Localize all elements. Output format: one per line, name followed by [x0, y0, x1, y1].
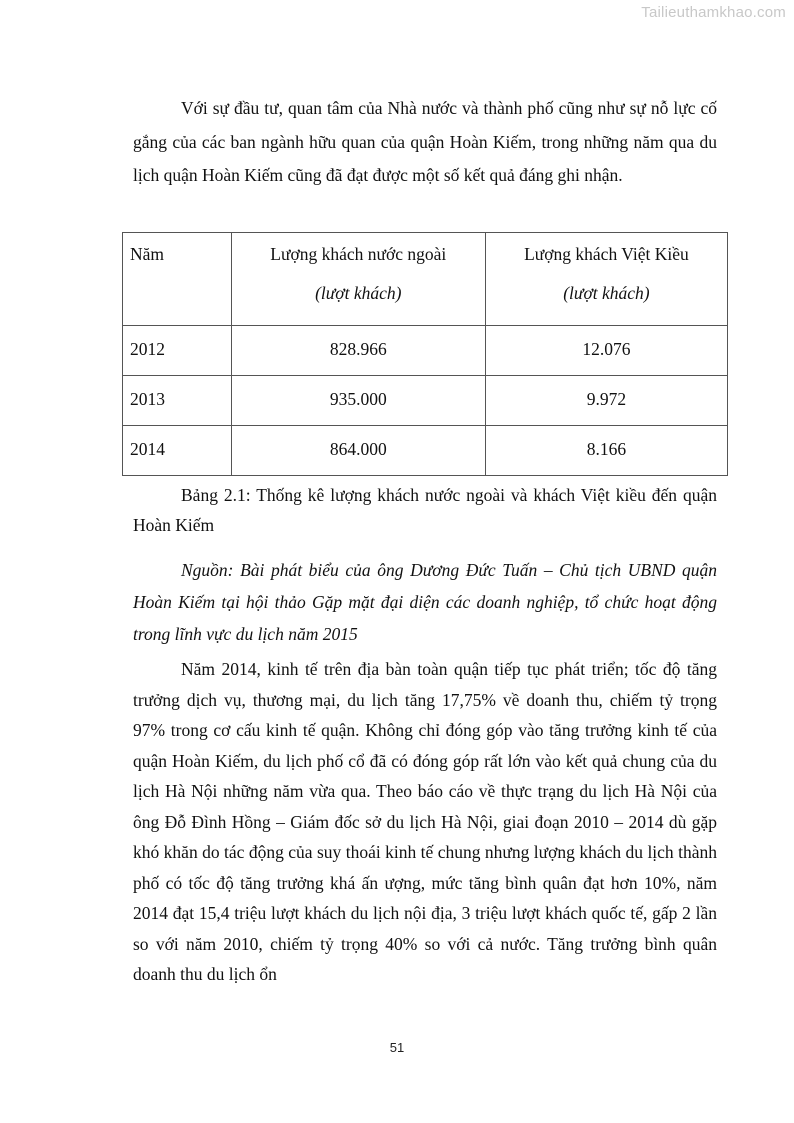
cell-year: 2012	[123, 326, 232, 376]
cell-overseas: 8.166	[485, 426, 727, 476]
cell-foreign: 864.000	[231, 426, 485, 476]
cell-foreign: 828.966	[231, 326, 485, 376]
header-foreign-label: Lượng khách nước ngoài	[270, 244, 447, 264]
intro-section	[133, 92, 717, 193]
visitor-statistics-table	[122, 232, 728, 476]
header-foreign	[231, 233, 485, 326]
header-overseas-label: Lượng khách Việt Kiều	[524, 244, 689, 264]
intro-paragraph: Với sự đầu tư, quan tâm của Nhà nước và thành phố cũng như sự nỗ lực cố gắng của các ban ngành hữu quan của quận Hoàn Kiếm, trong những năm qua du lịch quận Hoàn Kiếm cũng đã đạt được một số kết quả đáng ghi nhận.	[133, 98, 717, 185]
header-year-label: Năm	[130, 244, 165, 264]
cell-year: 2014	[123, 426, 232, 476]
table-source: Nguồn: Bài phát biểu của ông Dương Đức Tuấn – Chủ tịch UBND quận Hoàn Kiếm tại hội thảo Gặp mặt đại diện các doanh nghiệp, tổ chức hoạt động trong lĩnh vực du lịch năm 2015	[133, 560, 717, 644]
cell-foreign: 935.000	[231, 376, 485, 426]
header-overseas-unit: (lượt khách)	[563, 283, 650, 303]
cell-overseas: 9.972	[485, 376, 727, 426]
body-section	[133, 654, 717, 990]
table-row	[123, 376, 728, 426]
table-row	[123, 326, 728, 376]
table-header-row	[123, 233, 728, 326]
cell-overseas: 12.076	[485, 326, 727, 376]
header-year	[123, 233, 232, 326]
body-paragraph: Năm 2014, kinh tế trên địa bàn toàn quận tiếp tục phát triển; tốc độ tăng trưởng dịch vụ, thương mại, du lịch tăng 17,75% về doanh thu, chiếm tỷ trọng 97% trong cơ cấu kinh tế quận. Không chỉ đóng góp vào tăng trưởng kinh tế của quận Hoàn Kiếm, du lịch phố cổ đã có đóng góp rất lớn vào kết quả chung của du lịch Hà Nội những năm vừa qua. Theo báo cáo về thực trạng du lịch Hà Nội của ông Đỗ Đình Hồng – Giám đốc sở du lịch Hà Nội, giai đoạn 2010 – 2014 dù gặp khó khăn do tác động của suy thoái kinh tế chung nhưng lượng khách du lịch thành phố có tốc độ tăng trưởng khá ấn ượng, mức tăng bình quân đạt hơn 10%, năm 2014 đạt 15,4 triệu lượt khách du lịch nội địa, 3 triệu lượt khách quốc tế, gấp 2 lần so với năm 2010, chiếm tỷ trọng 40% so với cả nước. Tăng trưởng bình quân doanh thu du lịch ổn	[133, 659, 717, 984]
page-number: 51	[389, 1040, 405, 1055]
header-overseas	[485, 233, 727, 326]
table-caption: Bảng 2.1: Thống kê lượng khách nước ngoài và khách Việt kiều đến quận Hoàn Kiếm	[133, 485, 717, 535]
caption-section	[133, 480, 717, 650]
cell-year: 2013	[123, 376, 232, 426]
header-foreign-unit: (lượt khách)	[315, 283, 402, 303]
watermark: Tailieuthamkhao.com	[641, 4, 786, 21]
table-row	[123, 426, 728, 476]
